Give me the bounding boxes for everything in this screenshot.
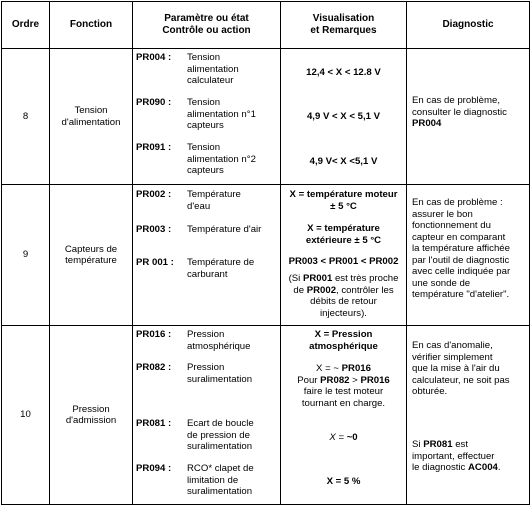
- diag-line: avec celle indiquée par: [412, 266, 511, 277]
- param-code: PR090 :: [136, 97, 172, 108]
- diag-line: que la mise à l'air du: [412, 363, 500, 374]
- param-desc-line3: capteurs: [187, 120, 224, 131]
- vis-value: PR003 < PR001 < PR002: [288, 256, 399, 267]
- header-ordre: Ordre: [2, 2, 50, 49]
- diagnostic-text: [412, 95, 526, 130]
- visualisation-cell: [281, 49, 407, 185]
- vis-text: X = ~: [316, 363, 342, 374]
- header-fonction: Fonction: [50, 2, 133, 49]
- diag-ref-ac004: AC004: [468, 462, 498, 473]
- diag-line: consulter le diagnostic: [412, 106, 507, 118]
- vis-note: [283, 273, 404, 319]
- note-text: , contrôler les: [336, 284, 394, 296]
- table-header-row: [2, 2, 530, 49]
- vis-ref: PR016: [341, 363, 371, 374]
- param-desc-line3: capteurs: [187, 165, 224, 176]
- diag-line: le diagnostic: [412, 462, 468, 473]
- ordre-cell: 10: [2, 326, 50, 505]
- vis-value: [283, 223, 404, 246]
- vis-text: tournant en charge.: [301, 397, 386, 409]
- diag-line: assurer le bon: [412, 208, 473, 220]
- diag-line: la température affichée: [412, 243, 510, 254]
- vis-ref: PR082: [320, 374, 350, 386]
- param-desc: [187, 52, 278, 87]
- header-visualisation: [281, 2, 407, 49]
- param-desc: [187, 189, 278, 212]
- param-desc-line3: suralimentation: [187, 441, 253, 452]
- diag-line: En cas d'anomalie,: [412, 340, 493, 351]
- param-code: PR081 :: [136, 418, 172, 429]
- parametre-cell: [133, 185, 281, 326]
- param-desc: [187, 142, 278, 177]
- param-desc-line1: Tension: [187, 142, 221, 153]
- vis-line: extérieure ± 5 °C: [305, 234, 382, 246]
- table-row-8: [2, 49, 530, 185]
- fonction-line2: d'alimentation: [61, 116, 121, 128]
- param-desc-line2: alimentation n°2: [187, 153, 256, 165]
- vis-line: X = température: [307, 223, 380, 234]
- diagnostic-cell: [407, 185, 530, 326]
- ordre-cell: 8: [2, 49, 50, 185]
- param-desc-line2: alimentation: [187, 63, 239, 75]
- vis-text: ~0: [346, 432, 358, 443]
- param-desc-line2: atmosphérique: [187, 340, 251, 352]
- vis-line: ± 5 °C: [330, 200, 357, 212]
- param-desc: [187, 362, 278, 385]
- vis-value: 12,4 < X < 12.8 V: [306, 67, 381, 78]
- note-text: débits de retour: [310, 296, 377, 307]
- param-code: PR082 :: [136, 362, 172, 373]
- param-code: PR 001 :: [136, 257, 174, 268]
- vis-value: X = 5 %: [326, 476, 361, 487]
- fonction-line1: Tension: [74, 105, 108, 116]
- param-code: PR002 :: [136, 189, 172, 200]
- param-code: PR091 :: [136, 142, 172, 153]
- vis-value: [283, 189, 404, 212]
- diag-line: par l'outil de diagnostic: [412, 254, 510, 266]
- note-ref: PR002: [306, 284, 337, 296]
- vis-text: >: [349, 374, 361, 386]
- diag-line: En cas de problème,: [412, 95, 500, 106]
- visualisation-cell: [281, 326, 407, 505]
- vis-line: X = température moteur: [289, 189, 398, 200]
- param-desc-line1: Tension: [187, 97, 221, 108]
- param-desc: [187, 463, 278, 498]
- diag-line: .: [497, 462, 501, 473]
- diag-ref-pr081: PR081: [423, 439, 453, 450]
- header-diagnostic: Diagnostic: [407, 2, 530, 49]
- param-desc-line2: de pression de: [187, 429, 250, 441]
- vis-value: 4,9 V < X < 5,1 V: [306, 111, 381, 122]
- note-text: (Si: [288, 273, 303, 284]
- header-visu-line1: Visualisation: [312, 13, 375, 24]
- diagnostic-text: [412, 197, 526, 301]
- diag-line: fonctionnement du: [412, 220, 491, 231]
- diag-line: est: [452, 439, 469, 450]
- param-code: PR016 :: [136, 329, 172, 340]
- param-desc-line2: limitation de: [187, 474, 239, 486]
- note-text: injecteurs).: [320, 307, 367, 319]
- diagnostic-table: [1, 1, 530, 505]
- param-code: PR004 :: [136, 52, 172, 63]
- param-desc: [187, 97, 278, 132]
- fonction-cell: [50, 185, 133, 326]
- param-desc-line2: carburant: [187, 268, 228, 280]
- vis-value: 4,9 V< X <5,1 V: [309, 156, 378, 167]
- fonction-line1: Capteurs de: [64, 243, 118, 255]
- diag-line: obturée.: [412, 386, 448, 397]
- table-row-9: [2, 185, 530, 326]
- param-desc-line3: calculateur: [187, 75, 234, 86]
- header-parametre-line2: Contrôle ou action: [162, 25, 251, 36]
- header-visu-line2: et Remarques: [310, 25, 377, 36]
- diag-line: important, effectuer: [412, 450, 495, 462]
- param-desc-line3: suralimentation: [187, 486, 253, 497]
- fonction-cell: [50, 49, 133, 185]
- parametre-cell: [133, 49, 281, 185]
- fonction-line1: Pression: [72, 403, 110, 415]
- param-desc-line1: Pression: [187, 362, 225, 373]
- fonction-line2: d'admission: [65, 415, 117, 426]
- param-desc: [187, 257, 278, 280]
- diag-line: calculateur, ne soit pas: [412, 374, 510, 386]
- diag-line: Si: [412, 439, 424, 450]
- diag-line: En cas de problème :: [412, 197, 503, 208]
- vis-value: [283, 329, 404, 352]
- param-desc-line1: Tension: [187, 52, 221, 63]
- diagnostic-text: [412, 439, 526, 474]
- header-parametre: [133, 2, 281, 49]
- vis-value: [283, 363, 404, 409]
- param-desc-line1: Ecart de boucle: [187, 418, 254, 429]
- note-text: est très proche: [332, 273, 399, 284]
- param-desc-line1: Température de: [187, 257, 255, 268]
- diagnostic-cell: [407, 49, 530, 185]
- param-desc: [187, 329, 278, 352]
- note-text: de: [293, 284, 307, 296]
- param-desc-line2: d'eau: [187, 200, 211, 212]
- parametre-cell: [133, 326, 281, 505]
- param-desc-line1: Pression: [187, 329, 225, 340]
- ordre-cell: 9: [2, 185, 50, 326]
- fonction-line2: température: [65, 255, 117, 266]
- param-desc-line2: suralimentation: [187, 373, 253, 385]
- diag-line: une sonde de: [412, 277, 471, 289]
- header-parametre-line1: Paramètre ou état: [164, 13, 249, 24]
- param-desc: Température d'air: [187, 224, 262, 235]
- vis-text: X =: [329, 432, 347, 443]
- diagnostic-text: [412, 340, 526, 398]
- param-code: PR094 :: [136, 463, 172, 474]
- diag-line: capteur en comparant: [412, 231, 506, 243]
- diag-ref-pr004: PR004: [412, 118, 442, 129]
- visualisation-cell: [281, 185, 407, 326]
- param-desc-line2: alimentation n°1: [187, 108, 256, 120]
- vis-line: X = Pression: [314, 329, 373, 340]
- param-desc-line1: RCO* clapet de: [187, 463, 254, 474]
- vis-text: faire le test moteur: [303, 386, 384, 397]
- param-desc-line1: Température: [187, 189, 241, 200]
- vis-text: Pour: [297, 374, 321, 386]
- param-desc: [187, 418, 278, 453]
- vis-ref: PR016: [360, 374, 390, 386]
- param-code: PR003 :: [136, 224, 172, 235]
- vis-line: atmosphérique: [309, 340, 378, 352]
- vis-value: [283, 432, 404, 444]
- diag-line: température "d'atelier".: [412, 289, 510, 300]
- diag-line: vérifier simplement: [412, 351, 493, 363]
- note-ref: PR001: [302, 273, 333, 284]
- diagnostic-cell: [407, 326, 530, 505]
- table-row-10: [2, 326, 530, 505]
- fonction-cell: [50, 326, 133, 505]
